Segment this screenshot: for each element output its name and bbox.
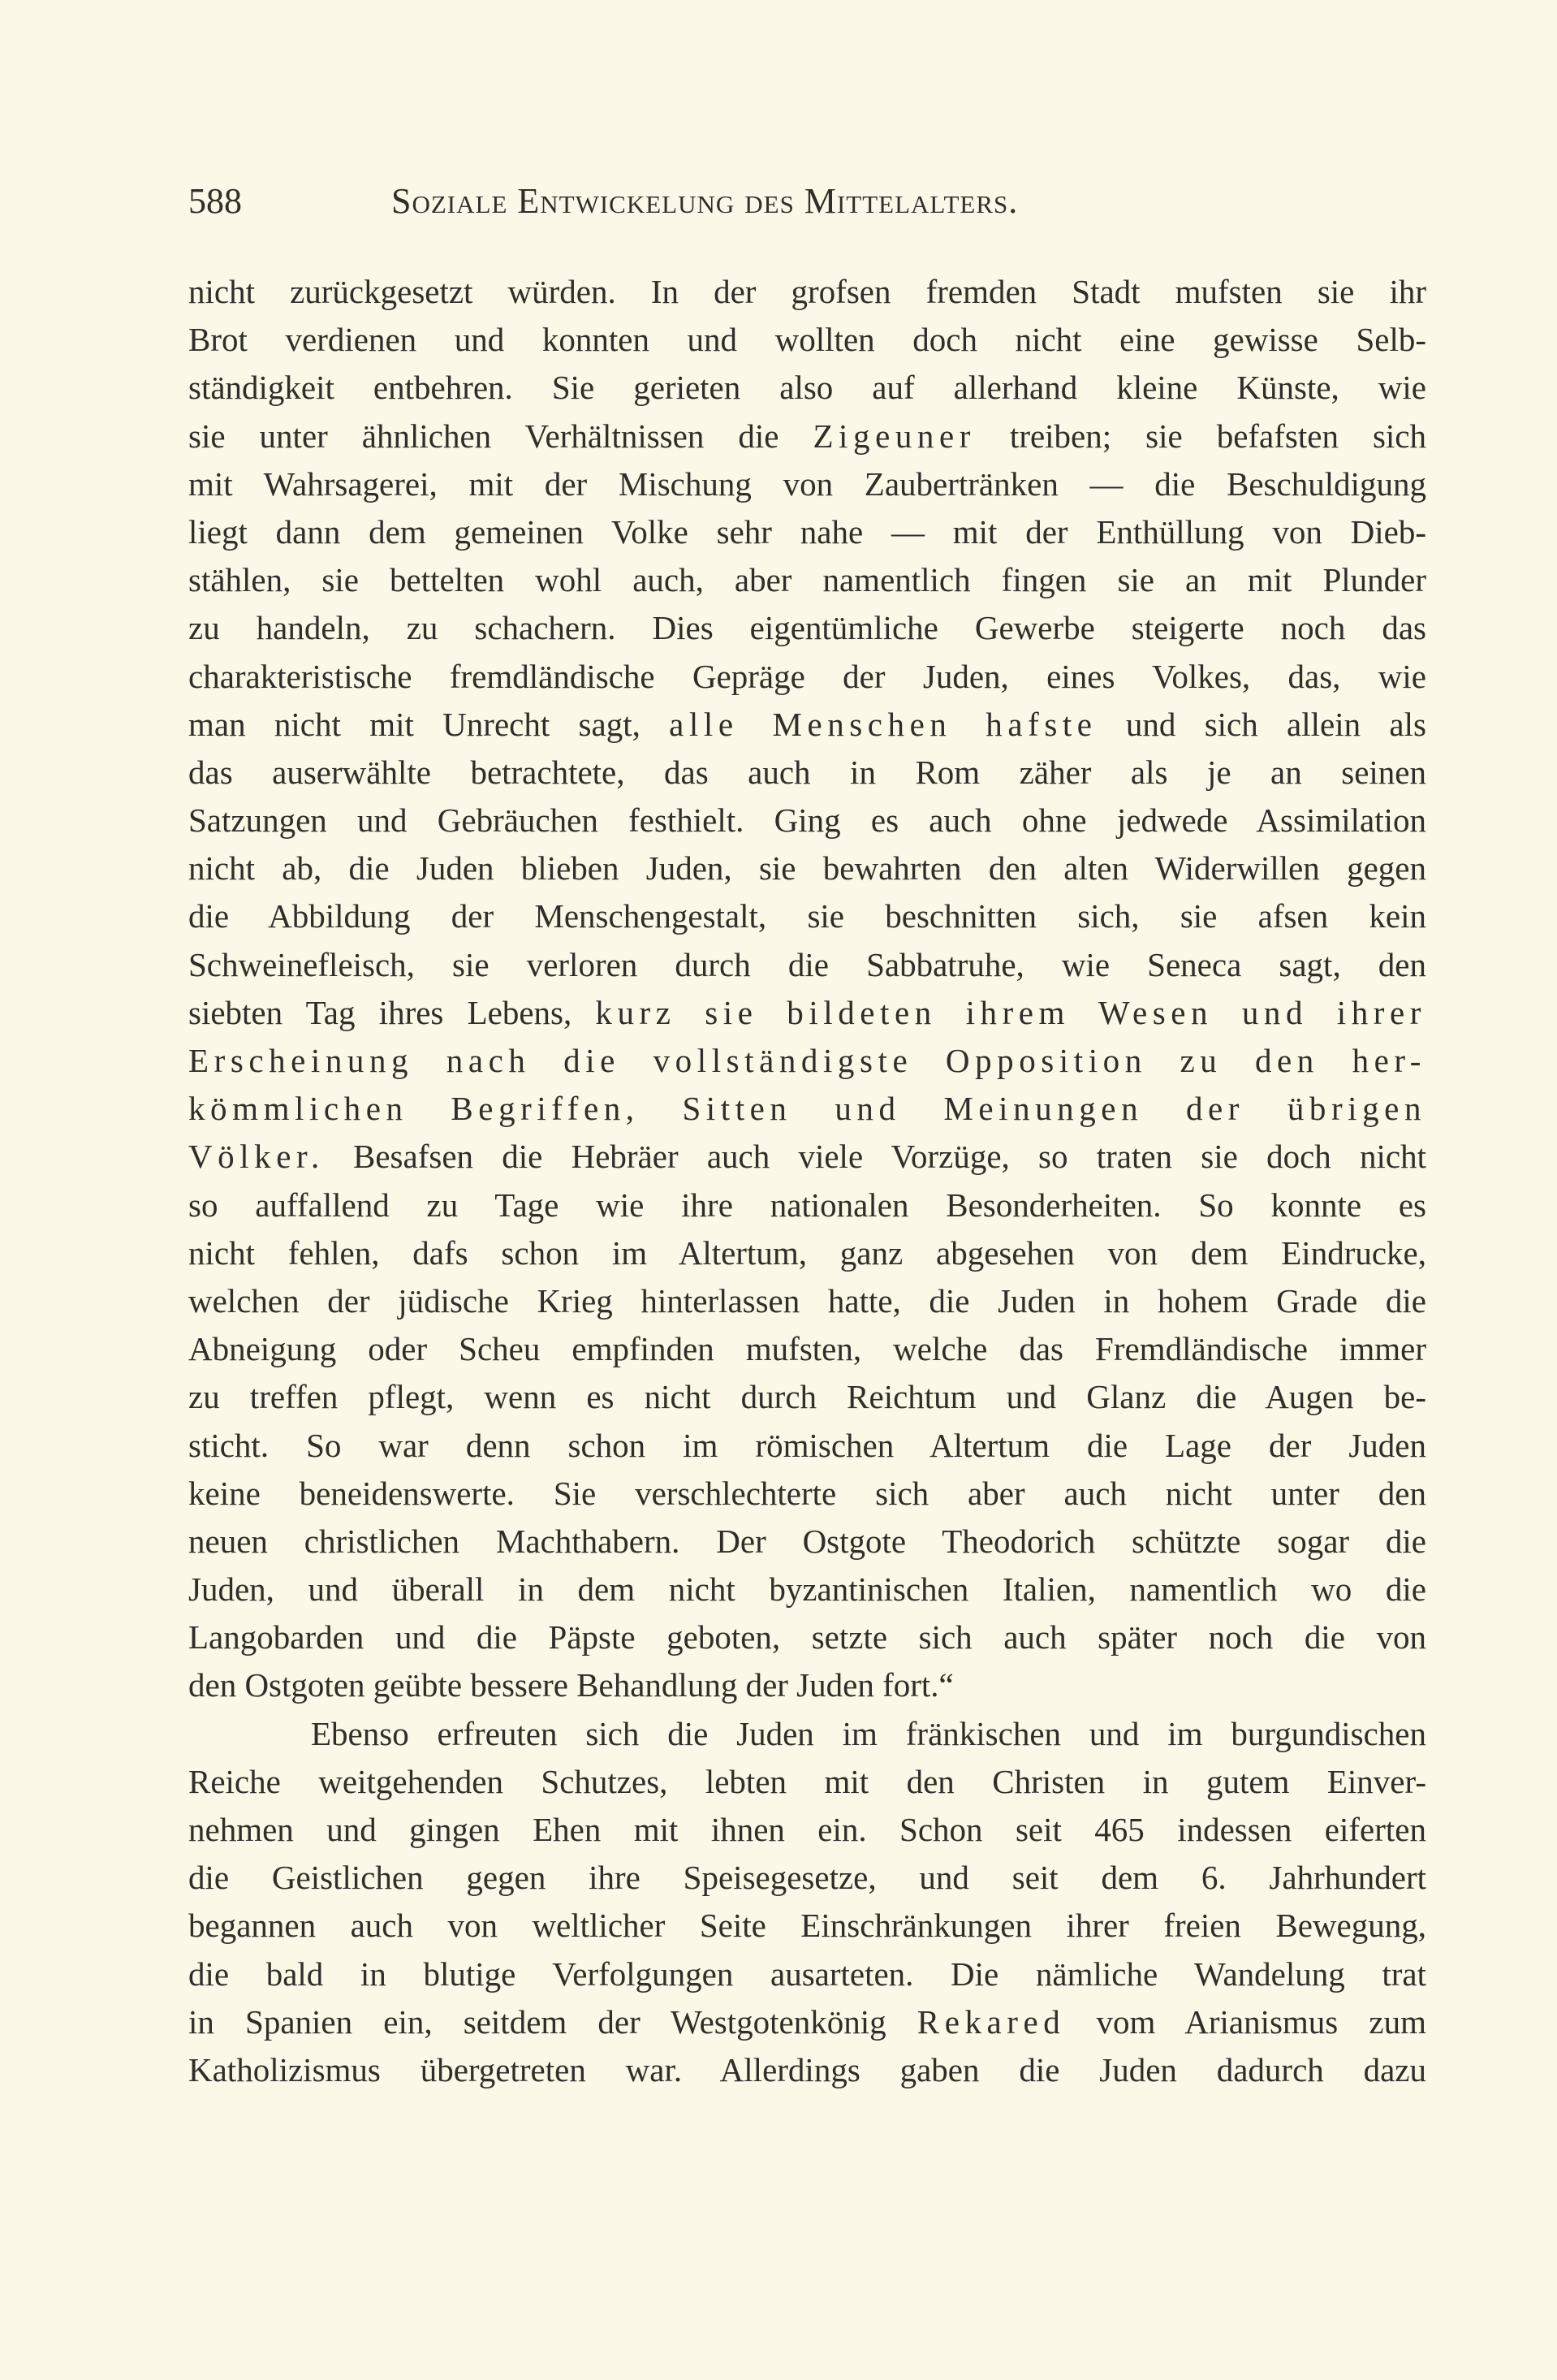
text-line [188,941,1426,989]
text-line [188,1277,1426,1325]
text-segment: Ebenso erfreuten sich die Juden im fränkischen und im burgundischen [311,1714,1426,1752]
text-line [188,1085,1426,1133]
text-segment: das auserwählte betrachtete, das auch in Rom zäher als je an seinen [188,753,1426,791]
spaced-emphasis-text: Zigeuner [813,417,976,455]
text-segment: und sich allein als [1097,705,1426,743]
text-line [188,1133,1426,1181]
running-title: Soziale Entwickelung des Mittelalters. [391,181,1019,221]
text-segment: man nicht mit Unrecht sagt, [188,705,670,743]
body-text [188,268,1426,2094]
text-line [188,653,1426,701]
text-segment: treiben; sie befafsten sich [975,417,1427,455]
text-segment: vom Arianismus zum [1065,2002,1426,2041]
text-segment: Langobarden und die Päpste geboten, setzte sich auch später noch die von [188,1618,1426,1656]
text-line [188,1373,1426,1421]
spaced-emphasis-text: kömmlichen Begriffen, Sitten und Meinungen der übrigen [188,1090,1426,1128]
text-line [188,1422,1426,1470]
text-segment: Juden, und überall in dem nicht byzantinischen Italien, namentlich wo die [188,1570,1426,1609]
text-segment: den Ostgoten geübte bessere Behandlung der Juden fort.“ [188,1666,954,1704]
text-line [188,2046,1426,2094]
text-line [188,1181,1426,1229]
text-segment: charakteristische fremdländische Gepräge der Juden, eines Volkes, das, wie [188,657,1426,695]
text-line [188,1902,1426,1950]
spaced-emphasis-text: Erscheinung nach die vollständigste Opposition zu den her- [188,1042,1426,1079]
text-segment: die Abbildung der Menschengestalt, sie beschnitten sich, sie afsen kein [188,897,1426,935]
text-line [188,604,1426,652]
text-segment: keine beneidenswerte. Sie verschlechterte sich aber auch nicht unter den [188,1474,1426,1512]
text-segment: sie unter ähnlichen Verhältnissen die [188,417,813,455]
text-line [188,268,1426,316]
text-line [188,364,1426,412]
text-segment: Brot verdienen und konnten und wollten doch nicht eine gewisse Selb- [188,321,1426,359]
text-line [188,1661,1426,1709]
spaced-emphasis-text: Rekared [917,2002,1066,2041]
text-line [188,844,1426,892]
text-segment: stählen, sie bettelten wohl auch, aber namentlich fingen sie an mit Plunder [188,561,1426,599]
text-line [188,508,1426,556]
text-segment: Schweinefleisch, sie verloren durch die Sabbatruhe, wie Seneca sagt, den [188,945,1426,983]
text-segment: die bald in blutige Verfolgungen ausarteten. Die nämliche Wandelung trat [188,1955,1426,1993]
text-line [188,749,1426,797]
spaced-emphasis-text: Völker. [188,1138,325,1176]
text-segment: nicht zurückgesetzt würden. In der grofsen fremden Stadt mufsten sie ihr [188,273,1426,310]
text-line [188,1229,1426,1277]
text-segment: nicht fehlen, dafs schon im Altertum, ganz abgesehen von dem Eindrucke, [188,1233,1426,1272]
text-line [188,701,1426,749]
text-segment: liegt dann dem gemeinen Volke sehr nahe — mit der Enthüllung von Dieb- [188,512,1426,551]
text-line [188,1470,1426,1518]
text-segment: mit Wahrsagerei, mit der Mischung von Zaubertränken — die Beschuldigung [188,464,1426,503]
text-line [188,1325,1426,1373]
text-segment: nicht ab, die Juden blieben Juden, sie bewahrten den alten Widerwillen gegen [188,849,1426,888]
text-line [188,1806,1426,1854]
text-segment: siebten Tag ihres Lebens, [188,993,596,1031]
text-line [188,1037,1426,1085]
text-line [188,989,1426,1037]
text-segment: neuen christlichen Machthabern. Der Ostgote Theodorich schützte sogar die [188,1522,1426,1560]
text-segment: Abneigung oder Scheu empfinden mufsten, welche das Fremdländische immer [188,1330,1426,1368]
text-segment: in Spanien ein, seitdem der Westgotenkönig [188,2002,917,2041]
text-line [188,1950,1426,1998]
text-segment: ständigkeit entbehren. Sie gerieten also auf allerhand kleine Künste, wie [188,369,1426,407]
text-line [188,1613,1426,1661]
text-line [188,460,1426,508]
text-line [188,1998,1426,2046]
text-line [188,892,1426,940]
text-segment: zu treffen pflegt, wenn es nicht durch Reichtum und Glanz die Augen be- [188,1378,1426,1416]
text-line [188,1758,1426,1806]
text-line [188,1854,1426,1902]
text-segment: die Geistlichen gegen ihre Speisegesetze, und seit dem 6. Jahrhundert [188,1859,1426,1897]
text-line [188,413,1426,460]
text-segment: Besafsen die Hebräer auch viele Vorzüge, so traten sie doch nicht [324,1138,1426,1176]
text-line [188,1710,1426,1758]
text-line [188,1566,1426,1613]
text-segment: Reiche weitgehenden Schutzes, lebten mit den Christen in gutem Einver- [188,1762,1426,1800]
text-segment: nehmen und gingen Ehen mit ihnen ein. Schon seit 465 indessen eiferten [188,1811,1426,1848]
text-segment: sticht. So war denn schon im römischen Altertum die Lage der Juden [188,1426,1426,1464]
text-line [188,1518,1426,1566]
text-segment: Satzungen und Gebräuchen festhielt. Ging es auch ohne jedwede Assimilation [188,801,1426,840]
text-line [188,797,1426,844]
text-line [188,316,1426,364]
text-segment: Katholizismus übergetreten war. Allerdings gaben die Juden dadurch dazu [188,2050,1426,2088]
spaced-emphasis-text: alle Menschen hafste [669,705,1098,743]
text-line [188,556,1426,604]
text-segment: zu handeln, zu schachern. Dies eigentümliche Gewerbe steigerte noch das [188,609,1426,647]
spaced-emphasis-text: kurz sie bildeten ihrem Wesen und ihrer [595,993,1426,1031]
text-segment: welchen der jüdische Krieg hinterlassen hatte, die Juden in hohem Grade die [188,1281,1426,1320]
text-segment: begannen auch von weltlicher Seite Einschränkungen ihrer freien Bewegung, [188,1907,1426,1945]
text-segment: so auffallend zu Tage wie ihre nationalen Besonderheiten. So konnte es [188,1186,1426,1224]
page-number: 588 [188,181,242,221]
